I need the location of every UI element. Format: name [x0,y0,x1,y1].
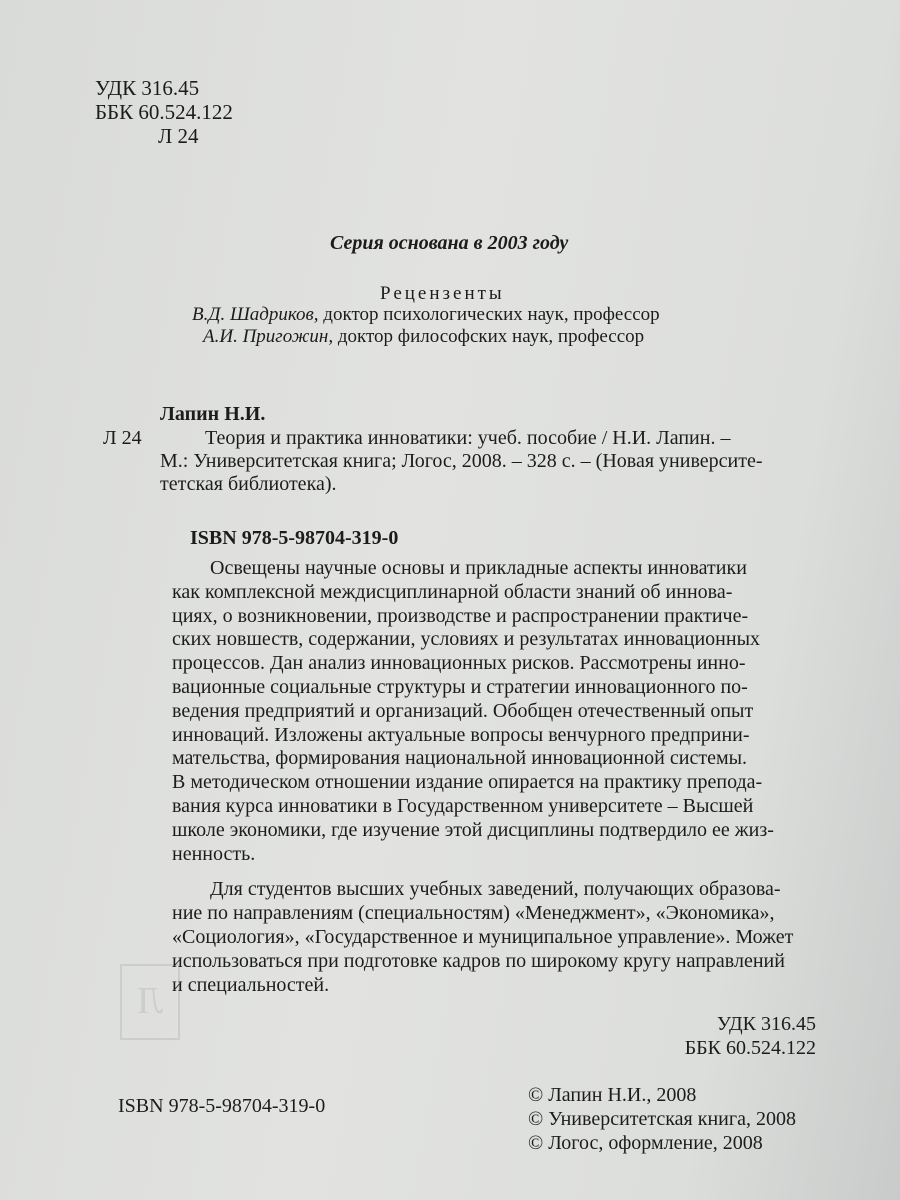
annotation-line: вационные социальные структуры и стратегии инновационного по- [172,675,748,698]
publisher-logo-show-through: Л [120,964,180,1040]
author-mark: Л 24 [158,124,199,148]
author-heading: Лапин Н.И. [160,403,266,425]
udk-code: УДК 316.45 [716,1013,816,1035]
annotation-line: школе экономики, где изучение этой дисциплины подтвердило ее жиз- [172,818,774,841]
copyright-line: © Логос, оформление, 2008 [528,1132,763,1154]
annotation [172,557,812,997]
annotation-line: ведения предприятий и организаций. Обобщен отечественный опыт [172,699,754,722]
reviewers-heading: Рецензенты [380,283,505,304]
bbk-code: ББК 60.524.122 [95,100,233,124]
annotation-line: ненность. [172,842,256,865]
copyright-line: © Университетская книга, 2008 [528,1108,796,1130]
bbk-code: ББК 60.524.122 [684,1037,816,1059]
isbn-main: ISBN 978-5-98704-319-0 [190,527,399,549]
reviewer-1 [192,304,660,326]
annotation-line: мательства, формирования национальной инновационной системы. [172,747,748,770]
author-mark-left: Л 24 [103,427,142,449]
copyright-block [528,1083,796,1155]
audience-line: использоваться при подготовке кадров по широкому кругу направлений [172,949,785,972]
bib-line: тетская библиотека). [160,473,337,495]
annotation-line: В методическом отношении издание опирается на практику препода- [172,771,763,794]
audience-line: и специальностей. [172,973,330,996]
reviewer-2-name: А.И. Пригожин, [203,326,334,347]
reviewer-1-role: доктор психологических наук, профессор [318,304,660,325]
annotation-line: процессов. Дан анализ инновационных рисков. Рассмотрены инно- [172,652,746,675]
reviewer-2-role: доктор философских наук, профессор [333,326,645,347]
annotation-line: ских новшеств, содержании, условиях и результатах инновационных [172,628,761,651]
bib-line: М.: Университетская книга; Логос, 2008. – 328 с. – (Новая университе- [160,450,763,472]
series-note: Серия основана в 2003 году [330,232,569,254]
annotation-line: вания курса инноватики в Государственном университете – Высшей [172,794,754,817]
udk-code: УДК 316.45 [95,76,200,100]
audience-line: ние по направлениям (специальностям) «Менеджмент», «Экономика», [172,902,775,925]
audience-line: «Социология», «Государственное и муниципальное управление». Может [172,925,794,948]
classification-codes-top [95,76,233,148]
bib-line: Теория и практика инноватики: учеб. пособие / Н.И. Лапин. – [205,427,731,449]
annotation-line: циях, о возникновении, производстве и распространении практиче- [172,604,749,627]
classification-codes-bottom [640,1012,816,1060]
annotation-line: Освещены научные основы и прикладные аспекты инноватики [210,557,747,579]
paragraph-gap [172,866,812,878]
copyright-line: © Лапин Н.И., 2008 [528,1084,697,1106]
reviewer-2 [203,326,644,348]
annotation-line: инноваций. Изложены актуальные вопросы венчурного предприни- [172,723,750,746]
annotation-line: как комплексной междисциплинарной области знаний об иннова- [172,580,733,603]
show-through-text [480,88,484,208]
reviewer-1-name: В.Д. Шадриков, [192,304,319,325]
audience-line: Для студентов высших учебных заведений, получающих образова- [210,878,781,901]
bibliographic-description [160,427,800,496]
isbn-bottom: ISBN 978-5-98704-319-0 [118,1095,326,1117]
